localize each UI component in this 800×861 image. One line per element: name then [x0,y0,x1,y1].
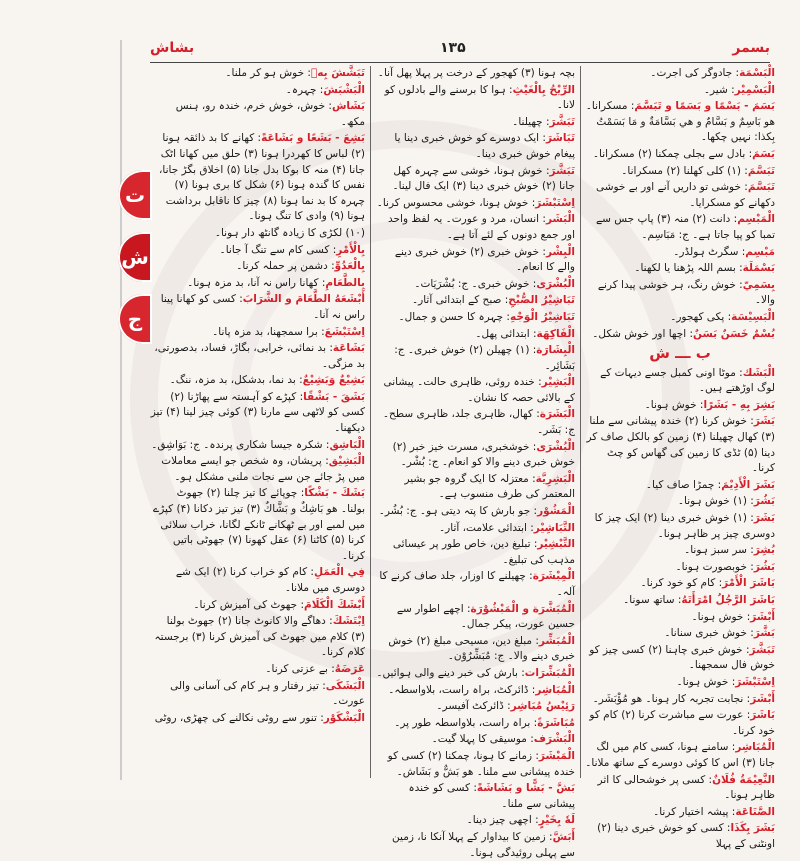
dictionary-entry [585,773,775,804]
dictionary-entry [150,99,365,130]
dictionary-entry [150,662,365,678]
dictionary-entry [585,327,775,343]
entry-definition: : ابتدائی علامت، آثار۔ [439,521,534,534]
entry-headword: أَبْشَعَهُ الطَّعَامَ و الشَّرَابَ [242,293,365,306]
entry-headword: بَشُرَ [753,560,775,573]
column-right [585,66,775,850]
entry-headword: لَهٗ بِخَيْرٍ [538,814,575,827]
dictionary-entry [585,398,775,414]
entry-definition: بچہ ہونا (۳) کھجور کے درخت پر پہلا پھل آنا۔ [377,67,575,79]
entry-definition: : خوش خبری چاہنا (۲) کسی چیز کو خوش فال سمجھنا۔ [589,643,775,672]
entry-headword: تَبَاشِيْرُ الصُّبْحِ [508,294,575,307]
dictionary-entry [150,711,365,727]
entry-headword: بَسَمَ - بَسْمًا و بَسَمًا و تَبَسَّمَ [634,100,775,113]
dictionary-entry [375,504,575,520]
entry-definition: : بارش کی خبر دینے والی ہوائیں۔ [376,666,525,679]
entry-definition: : عورت سے مباشرت کرنا (۲) کام کو خود کرنا۔ [589,709,775,737]
entry-definition: : خوش خبری۔ ج: بُشْرَيَات۔ [414,277,537,290]
entry-definition: : ڈائرکٹ، براہ راست، بلاواسطہ۔ [388,683,536,696]
dictionary-entry [150,679,365,710]
dictionary-entry [375,602,575,633]
entry-headword: بَاشَرَ الرَّجُلُ امْرَأَتَهُ [681,594,775,606]
entry-definition: : تیز رفتار و ہر کام کی آسانی والی عورت۔ [170,679,365,708]
entry-definition: : سگرٹ ہولڈر۔ [673,245,746,258]
dictionary-entry [585,180,775,211]
entry-definition: : کام کو خراب کرنا (۲) ایک شے دوسری میں ملانا۔ [175,566,365,594]
dictionary-entry [375,83,575,114]
thumb-tab-jeem[interactable]: ج [118,294,152,344]
entry-definition: : تنور سے روٹی نکالنے کی چھڑی، روٹی [154,711,324,724]
entry-headword: الْبُشْرَى [536,440,575,453]
entry-headword: اِبْتَشَكَ [332,615,365,628]
dictionary-entry [375,66,575,82]
entry-headword: تَبَشَّرَ [749,643,775,656]
entry-definition: : انسان، مرد و عورت۔ یہ لفظ واحد اور جمع دونوں کے لئے آتا ہے۔ [388,213,575,241]
entry-headword: فِي الْعَمَلِ [313,566,365,579]
dictionary-entry [585,740,775,771]
entry-headword: الْمَبْشَرَ [538,749,575,762]
dictionary-entry [585,821,775,852]
entry-definition: : کھانے کا بد ذائقہ ہونا (۲) لباس کا کھردرا ہونا (۳) حلق میں کھانا اٹک جانا (۴) منہ کا بوکا بدل جانا (۵) اخلاق بگڑ جانا، نفس کا گندہ ہونا (۶) شکل کا بری ہونا (۷) چہرہ کا بد نما ہونا (۸) چیز کا ناقابل برداشت ہونا (۹) وادی کا تنگ ہونا۔ [159,132,365,223]
dictionary-entry [375,212,575,243]
dictionary-entry [585,278,775,309]
dictionary-entry [375,830,575,861]
dictionary-entry [585,414,775,476]
entry-definition: : پکی کھجور۔ [670,310,732,323]
entry-definition: : شیر۔ [703,83,735,96]
entry-headword: بَشَرَ [753,512,775,525]
entry-definition: : کسی کام سے تنگ آ جانا۔ [219,243,337,256]
dictionary-entry [585,593,775,609]
entry-definition: : سامنے ہونا، کسی کام میں لگ جانا (۳) اس کا کوئی دوسرے کے ساتھ ملانا۔ [585,741,775,769]
dictionary-entry [585,543,775,559]
dictionary-entry [585,511,775,542]
entry-headword: التَّبْشِيْر [537,538,575,551]
dictionary-entry [150,486,365,564]
entry-definition: : خوش، خوش خرم، خندہ رو، ہنس مکھ۔ [175,100,365,128]
entry-definition: : کسی کو خندہ پیشانی سے ملنا۔ [408,782,575,810]
entry-headword: الْبَشِيْق [328,455,365,468]
entry-definition: : ہوا کا برسنے والے بادلوں کو لانا۔ [384,83,575,112]
entry-headword: الْبَسْمِيْر [734,83,775,96]
entry-headword: بُشِرَ [753,544,775,557]
entry-headword: الْبِشَارَة [536,344,575,357]
entry-headword: الْبِشْر [545,245,575,258]
entry-definition: : چمڑا صاف کیا۔ [645,478,722,491]
entry-definition: : خوش خبری سنانا۔ [664,627,754,640]
dictionary-entry [585,261,775,277]
entry-headword: مَبْسِم [745,245,775,258]
page-number: ۱۳۵ [440,40,466,56]
entry-headword: الْبَسْمَة [739,67,775,79]
entry-headword: بَشَكَ - بَشْكًا [304,487,365,500]
dictionary-entry [375,245,575,276]
dictionary-entry [150,259,365,275]
entry-headword: الْبَشَك [742,366,775,379]
entry-headword: الْبَشَكَى [325,679,365,692]
entry-headword: بَشَرَ الْأَدِيْمَ [721,478,775,491]
entry-definition: : کسی پر خوشحالی کا اثر ظاہر ہونا۔ [597,773,775,802]
entry-headword: تَبَشَّرَ [549,164,575,177]
dictionary-entry [585,366,775,397]
entry-definition: : تبلیغ دین، خاص طور پر عیسائی مذہب کی تبلیغ۔ [392,538,575,566]
dictionary-entry [375,375,575,406]
entry-headword: الْمُبَشِّر [538,634,575,647]
entry-headword: تَبَسَّمَ [747,164,775,177]
entry-headword: الْمُبَشَّرَة و الْمَبْشُوْرَة [470,602,575,615]
dictionary-entry [585,610,775,626]
section-heading: ب ـــ ش [649,344,711,363]
entry-headword: بَسَمَ [752,147,775,160]
dictionary-entry [585,494,775,510]
entry-definition: : جادوگر کی اجرت۔ [650,67,740,79]
dictionary-entry [150,226,365,242]
column-divider [580,66,581,778]
entry-headword: رَئِيْسُ مُبَاشِر [510,700,575,713]
entry-headword: تَبَاشَرَ [545,132,575,145]
dictionary-entry [375,521,575,537]
entry-headword: بَشُرَ [753,495,775,508]
dictionary-entry [375,716,575,732]
entry-definition: : چوپائے کا تیز چلنا (۲) جھوٹ بولنا۔ هو بَاشِكٌ و بَشَّاكٌ (۳) تیز تیز دکانا (۴) کپڑے میں لمبے اور بے ٹھکانے ٹانکے لگانا، خراب سلائی کرنا (۵) کاٹنا (۶) عقل کھونا (۷) جھوٹی باتیں کرنا۔ [153,487,365,562]
entry-headword: أَبْشَرَ [750,610,775,623]
entry-definition: : خوش ہو کر ملنا۔ [225,67,311,79]
entry-headword: بَشَّرَ [753,627,775,640]
entry-definition: : کام کو خود کرنا۔ [640,577,723,590]
dictionary-entry [150,276,365,292]
entry-definition: : کسی کو خوش خبری دینا (۲) اونٹنی کے پہلا [597,822,775,850]
dictionary-entry [585,478,775,494]
entry-headword: بِالطَّعَامِ [325,276,365,289]
thumb-tab-sheen[interactable]: ش [118,232,152,282]
dictionary-entry [150,131,365,225]
entry-headword: النَّعِيْمَةُ فُلَانٌ [712,773,775,786]
dictionary-entry [585,66,775,82]
entry-definition: : زمین کا بیداوار کے پہلا آنکا نا، زمین سے پہلی روئیدگی ہونا۔ [392,830,575,859]
entry-definition: : بادل سے بجلی چمکنا (۲) مسکرانا۔ [592,147,753,160]
entry-definition: : اچھا اور خوش شکل۔ [592,327,694,340]
entry-definition: : کھانا راس نہ آنا، بد مزہ ہونا۔ [187,276,326,289]
entry-definition: : صبح کے ابتدائی آثار۔ [412,294,509,307]
entry-headword: بَشَاعَة [332,342,365,355]
dictionary-entry [585,310,775,326]
entry-headword: اِسْتَبْشَرَ [535,196,575,209]
entry-definition: : ڈائرکٹ آفیسر۔ [436,700,511,713]
entry-definition: : خوش ہونا۔ [644,398,704,411]
dictionary-entry [375,537,575,568]
entry-definition: : جو بارش کا پتہ دیتی ہو۔ ج: بُشُر۔ [378,505,538,518]
entry-definition: : خندہ روئی، ظاہری حالت۔ پیشانی کے بالائی حصہ کا نشان۔ [383,376,575,404]
entry-headword: الْفَاكِهَة [536,327,575,340]
dictionary-entry [375,164,575,195]
entry-definition: : ابتدائی پھل۔ [475,327,537,340]
dictionary-entry [150,243,365,259]
dictionary-entry [375,634,575,665]
dictionary-entry [585,245,775,261]
entry-definition: : خوش رنگ، ہر خوشی پیدا کرنے والا۔ [597,278,775,307]
dictionary-entry [585,212,775,243]
dictionary-entry [585,708,775,739]
entry-definition: : شکرہ جیسا شکاری پرندہ۔ ج: بَوَاشِق۔ [151,438,330,451]
dictionary-entry [375,749,575,780]
entry-headword: الْبُشْرَى [536,277,575,290]
entry-definition: (۱۰) لکڑی کا زیادہ گانٹھ دار ہونا۔ [214,226,365,239]
entry-headword: اِسْتَبْشَرَ [735,675,775,688]
entry-definition: : دانت (۲) منہ (۳) پاپ جس سے تمبا کو پیا جاتا ہے۔ ج: مَبَاسِم۔ [596,213,775,241]
entry-definition: : خوش کرنا (۲) خندہ پیشانی سے ملنا (۳) کھال چھیلنا (۴) زمین کو بالکل صاف کر دینا (۵) ٹڈی کا زمین کی گھاس کو چٹ کرنا۔ [586,415,775,475]
entry-definition: : خوشخبری، مسرت خیز خبر (۲) خوش خبری دینے والا کو انعام۔ ج: بُشْر۔ [392,440,575,469]
dictionary-entry [150,341,365,372]
entry-definition: : (۱) چھیلن (۲) خوش خبری۔ ج: بَشَائِر۔ [394,344,575,372]
dictionary-entry [585,675,775,691]
entry-headword: بَشَّ - بَشًّا و بَشَاشَةً [476,782,575,795]
dictionary-entry [150,66,365,82]
dictionary-entry [375,569,575,600]
entry-headword: مُبَاشَرَةً [537,716,575,729]
entry-definition: : اچھے اطوار سے حسین عورت، پیکر جمال۔ [396,602,575,631]
entry-definition: : خوش ہونا، خوشی سے چہرہ کھل جانا (۲) خوش خبری دینا (۳) ایک فال لینا۔ [392,164,575,193]
entry-headword: الْمِبْشَرَة [532,570,575,583]
entry-headword: بِسَمِيّ [742,278,775,291]
dictionary-entry [585,643,775,674]
dictionary-entry [150,390,365,437]
thumb-tab-ta[interactable]: ت [118,170,152,220]
dictionary-entry [585,805,775,821]
dictionary-entry [375,472,575,503]
dictionary-entry [150,598,365,614]
entry-headword: اِسْتَبْشَعَ [324,325,365,338]
entry-headword: الْبَشَرَة [539,408,575,421]
header-guide-word-right: بسمر [732,40,770,56]
dictionary-entry [585,692,775,708]
entry-definition: : بسم اللہ پڑھنا یا لکھنا۔ [634,262,743,275]
entry-headword: بَاشَرَ [750,709,775,722]
dictionary-entry [375,813,575,829]
dictionary-entry [585,99,775,146]
entry-definition: : (۱) کلی کھلنا (۲) مسکرانا۔ [621,164,748,177]
entry-definition: : نجابت تجربہ کار ہونا۔ هو مُؤْبَشَر۔ [592,692,751,705]
dictionary-entry [375,699,575,715]
entry-headword: الصَّنَاعَة [735,805,775,818]
entry-headword: التَّبَاشِيْر [533,521,575,534]
entry-headword: الْبَشَر [545,213,575,226]
dictionary-entry [375,293,575,309]
entry-definition: : معتزلہ کا ایک گروہ جو بشیر المعتمر کی طرف منسوب ہے۔ [404,472,575,501]
header-rule [150,62,770,63]
entry-definition: : خوش خبری (۲) خوش خبری دینے والے کا انعام۔ [394,245,575,274]
entry-definition: : پریشان، وہ شخص جو ایسے معاملات میں پڑ جائے جن سے نجات ملنی مشکل ہو۔ [161,455,365,483]
entry-headword: الْمَبْسِم [737,213,775,226]
entry-headword: الْبَشِرِيَّة [535,472,575,485]
dictionary-entry [375,277,575,293]
dictionary-entry [585,147,775,163]
dictionary-entry [375,115,575,131]
dictionary-entry [150,373,365,389]
column-middle [375,66,575,859]
dictionary-entry [150,454,365,485]
entry-headword: تَبَسَّمَ [747,181,775,194]
entry-definition: : دشمن پر حملہ کرنا۔ [236,260,335,273]
dictionary-entry [375,327,575,343]
entry-headword: أَبْشَكَ الْكَلَامَ [304,598,365,611]
entry-definition: : برا سمجھنا، بد مزہ پانا۔ [212,325,325,338]
entry-headword: بَشَقَ - بَشْقًا [303,390,365,403]
entry-definition: : اچھی چیز دینا۔ [466,814,539,827]
column-left [150,66,365,778]
entry-definition: : خوشی تو داریں آنے اور بے خوشی دکھانے کو مسکرایا۔ [595,181,775,209]
entry-definition: : دھاگے والا کانوٹ جانا (۲) جھوٹ بولنا (۳) کلام میں جھوٹ کی آمیزش کرنا (۳) برجستہ کلام کرنا۔ [154,615,365,659]
entry-headword: بَشَرَ [753,415,775,428]
dictionary-entry [150,565,365,596]
entry-definition: : بد نما، بدشکل، بد مزہ، ننگ۔ [169,374,303,387]
dictionary-entry [585,560,775,576]
entry-headword: الْبَسِيْسَة [731,310,775,323]
entry-definition: : (۱) خوش خبری دینا (۲) ایک چیز کا دوسری چیز پر ظاہر ہونا۔ [594,512,775,540]
dictionary-entry [375,343,575,374]
header-guide-word-left: بشاش [150,40,195,56]
entry-definition: : کھال، ظاہری جلد، ظاہری سطح۔ ج: بَشَر۔ [382,408,575,437]
dictionary-entry [150,83,365,99]
entry-headword: بَشِيْعٌ وَبَشِيْعٌ [302,374,365,387]
page-spine [120,40,122,780]
entry-definition: : جھوٹ کی آمیزش کرنا۔ [193,598,305,611]
entry-headword: الْمُبَاشِر [535,683,575,696]
entry-definition: : پیشہ اختیار کرنا۔ [653,805,736,818]
entry-definition: : چہرہ۔ [285,83,324,96]
dictionary-entry [150,292,365,323]
dictionary-entry [375,440,575,471]
entry-headword: الْبَشِيْر [541,376,575,389]
entry-definition: : مبلغ دین، مسیحی مبلغ (۲) خوش خبری دینے والا۔ ج: مُبَشِّرُوْن۔ [388,634,575,663]
entry-headword: الْبَشْرَف [533,733,575,746]
page-header [150,40,770,60]
entry-definition: : کپڑے کو آہستہ سے پھاڑنا (۲) کسی کو لاٹھی سے مارنا (۳) کوئی چیز لینا (۴) تیز دیکھنا۔ [150,390,365,435]
entry-headword: تَبَشَّشَ بِهٖ [310,67,365,79]
entry-definition: : خوبصورت ہونا۔ [675,560,754,573]
entry-headword: بِالْأَمْرِ [336,243,365,256]
entry-headword: الْمُبَشِّرَات [524,666,575,679]
entry-headword: الْبَاشِق [329,438,365,451]
entry-headword: بَسْمَلَة [742,262,775,275]
dictionary-entry [150,614,365,661]
entry-headword: بَشِعَ - بَشَعًا و بَشَاعَةً [261,132,365,145]
entry-definition: : ایک دوسرے کو خوش خبری دینا یا پیغام خوش خبری دینا۔ [394,132,575,160]
column-divider [370,66,371,778]
entry-headword: الْمُبَاشِر [735,741,775,754]
entry-definition: : کسی کو کھانا پینا راس نہ آنا۔ [160,293,365,321]
dictionary-entry [585,626,775,642]
entry-headword: الْمَشُوْر [537,505,575,518]
entry-definition: : زمانے کا ہونا، چمکنا (۲) کسی کو خندہ پیشانی سے ملنا۔ هو بَشٌّ و بَشَاش۔ [387,749,575,778]
entry-headword: بِالْعَدُوِّ [334,260,365,273]
entry-headword: بُسْمٌ خَسَنٌ بَسَنٌ [693,327,775,340]
dictionary-entry [375,407,575,438]
dictionary-entry [375,196,575,212]
dictionary-entry [150,325,365,341]
entry-definition: : چھیلنا۔ [512,115,550,128]
dictionary-entry [375,781,575,812]
dictionary-entry [150,438,365,454]
entry-definition: : ساتھ سونا۔ [623,594,682,606]
dictionary-entry [585,164,775,180]
dictionary-entry [375,732,575,748]
entry-headword: بَاشَرَ الْأَمْرَ [722,577,775,590]
entry-headword: الْبَشْبَشَ [323,83,365,96]
entry-definition: : سر سبز ہونا۔ [684,544,754,557]
entry-definition: : (۱) خوش ہونا۔ [677,495,754,508]
entry-headword: بَشَاش [331,100,365,113]
dictionary-entry [375,666,575,682]
dictionary-entry [375,131,575,162]
entry-definition: : خوش ہونا۔ [676,675,736,688]
entry-definition: : مسکرانا۔ هو بَاسِمٌ و بَسَّامٌ و هي بَسَّامَةٌ و مَا بَسَمْتُ بِكذا: نہیں چکھا۔ [585,100,775,144]
dictionary-entry [375,683,575,699]
entry-headword: أَبَشَّ [552,830,575,843]
entry-definition: : چہرہ کا حسن و جمال۔ [398,310,510,323]
entry-definition: : موسیقی کا پہلا گیت۔ [431,733,534,746]
entry-definition: : موٹا اونی کمبل جسے دیہات کے لوگ اوڑھتے ہیں۔ [600,366,775,395]
entry-headword: بَشَرَ بِكَذَا [730,822,775,835]
entry-definition: : خوش ہونا، خوشی محسوس کرنا۔ [376,196,536,209]
entry-headword: الْبَشْكَوْر [323,711,365,724]
entry-definition: : بے عزتی کرنا۔ [265,662,335,675]
entry-headword: تَبَاشِيْرُ الْوَجْهِ [509,310,575,323]
dictionary-entry [375,310,575,326]
entry-definition: : چھیلنے کا اوزار، جلد صاف کرنے کا آلہ۔ [379,570,575,598]
entry-definition: : بد نمائی، خرابی، بگاڑ، فساد، بدصورتی، بد مزگی۔ [154,342,365,370]
entry-definition: : خوش ہونا۔ [691,610,751,623]
entry-headword: تَبَشَّرَ [549,115,575,128]
dictionary-entry [585,576,775,592]
entry-definition: : براہ راست، بلاواسطہ طور پر۔ [394,716,538,729]
entry-headword: الرِّيْحُ بِالْغَيْثِ [512,83,575,96]
entry-headword: بَشِرَ بِهِ - بَشَرًا [703,398,775,411]
dictionary-entry [585,83,775,99]
entry-headword: أَبْشَرَ [750,692,775,705]
entry-headword: عَرَضَهُ [334,662,365,675]
